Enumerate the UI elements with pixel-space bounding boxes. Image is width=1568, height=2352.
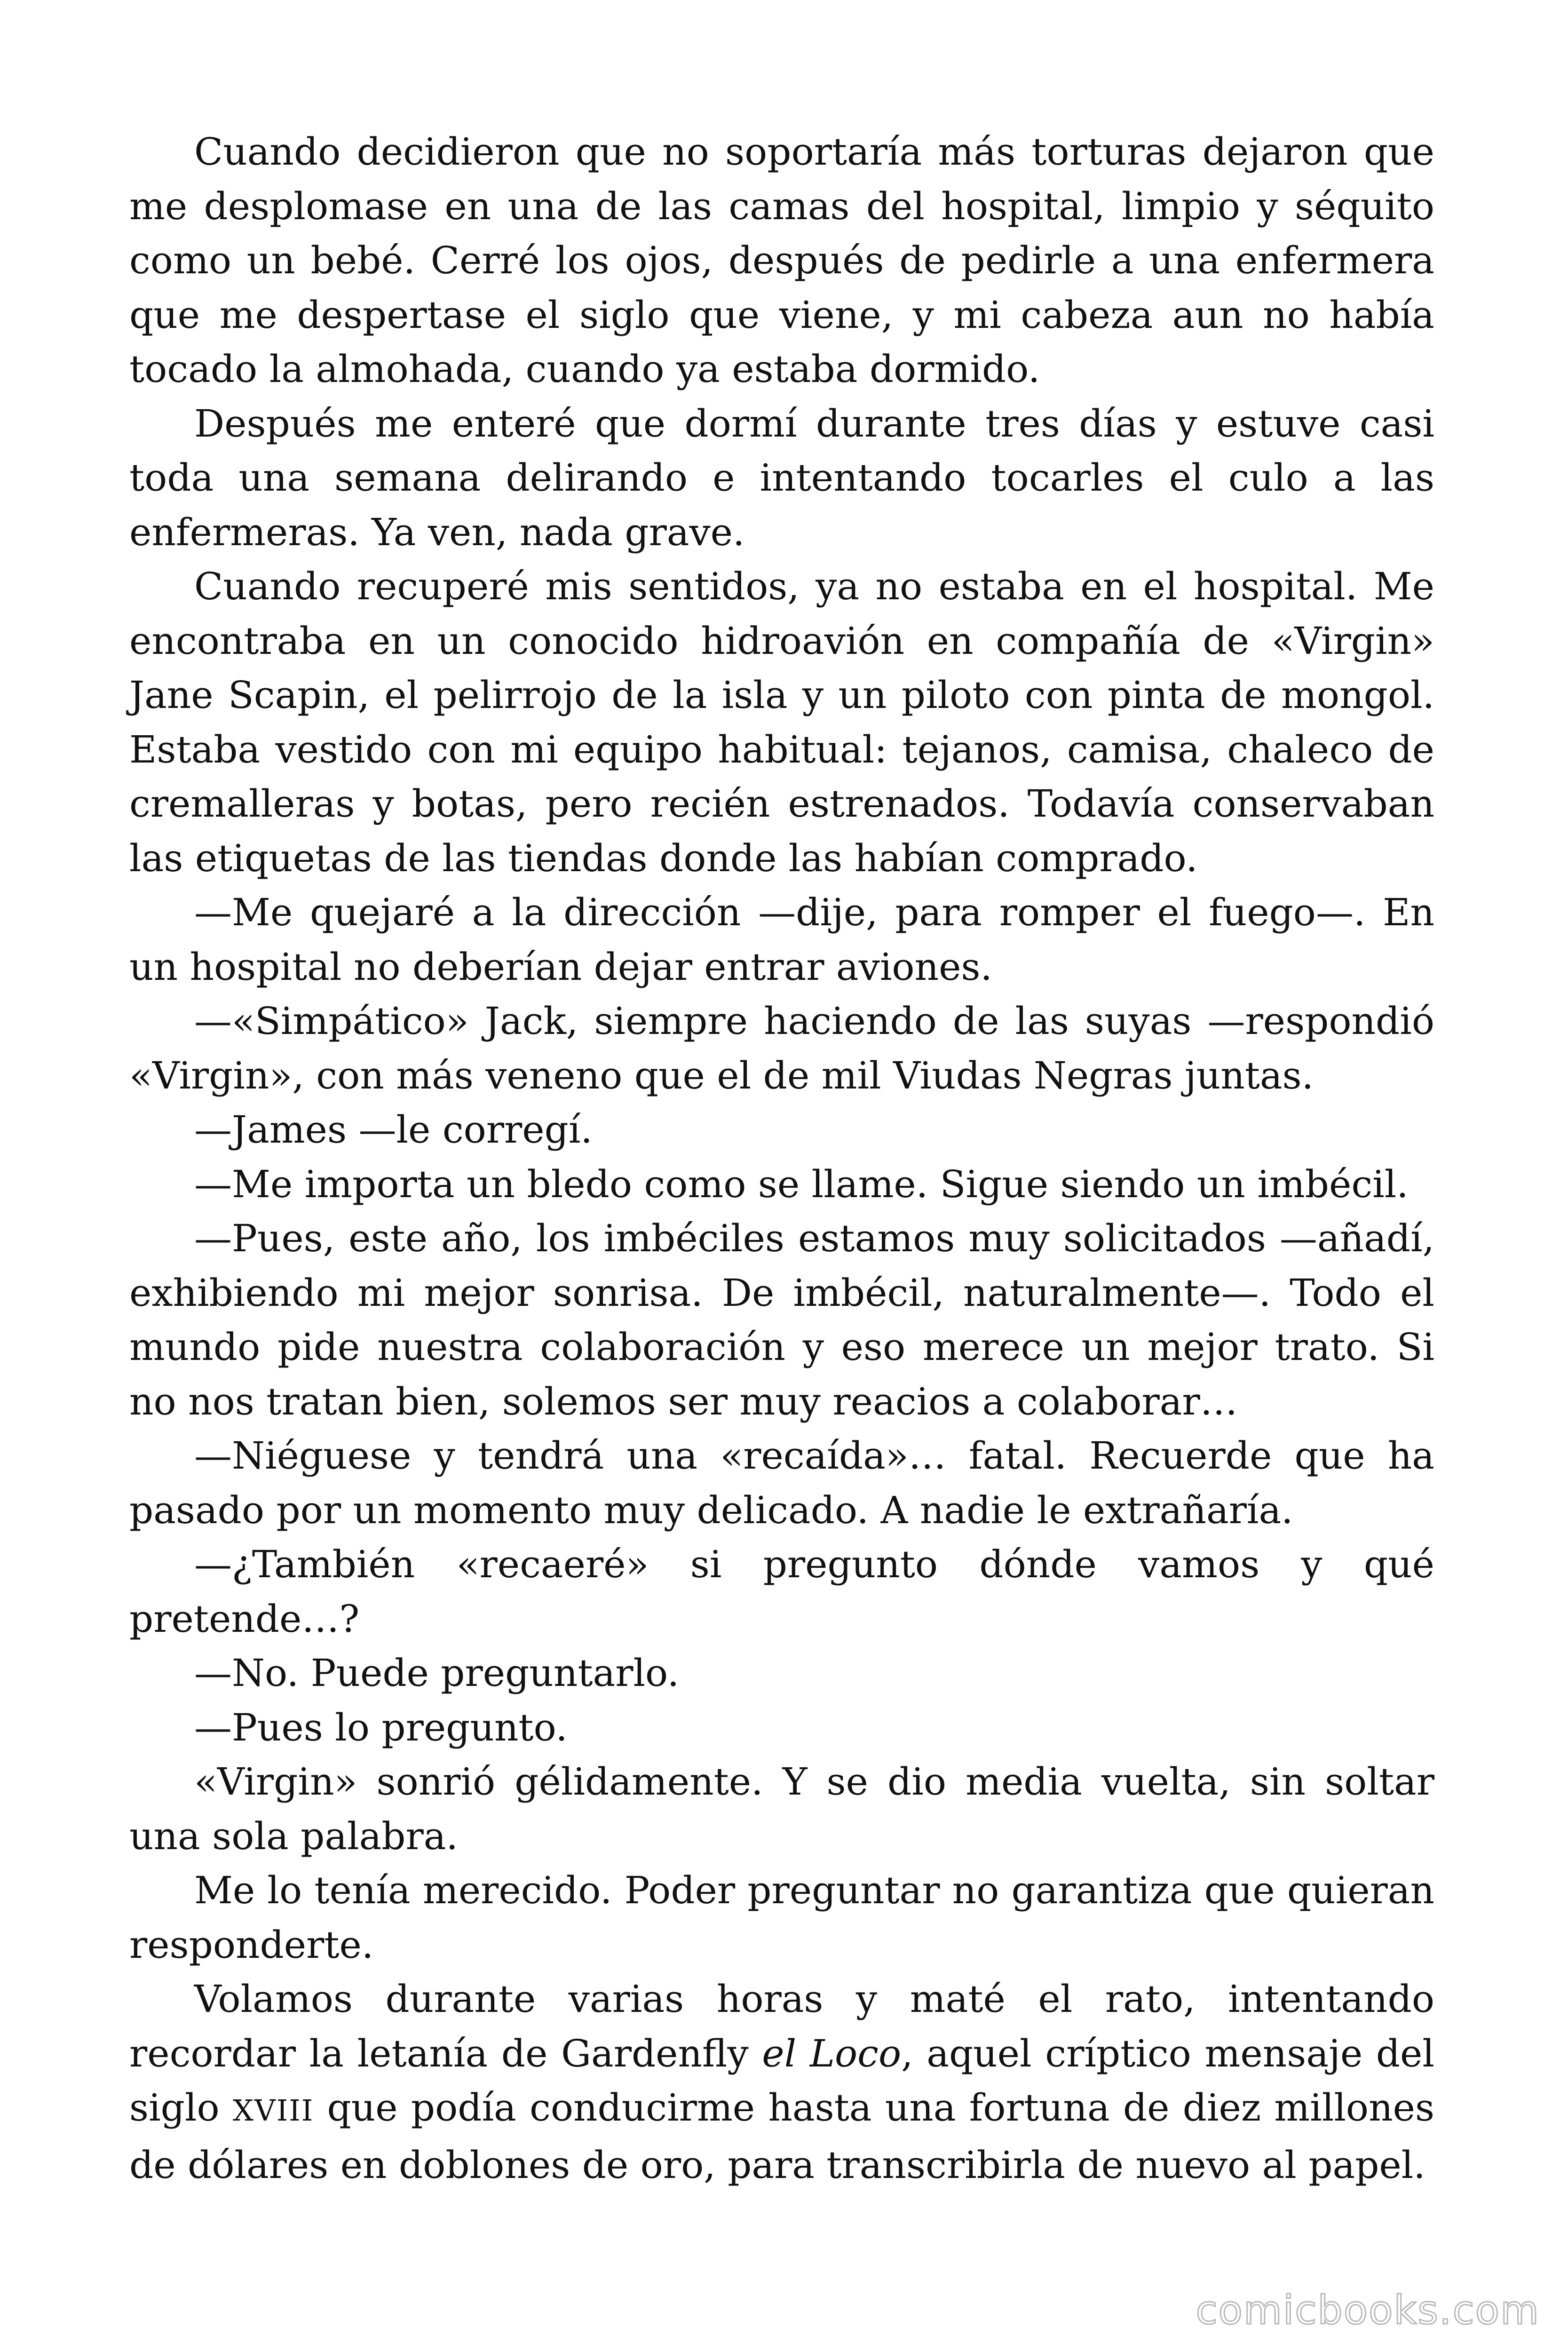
text-span: que podía conducirme hasta una fortuna de diez millones de dólares en doblones de oro, para transcribirla de nuevo al papel. — [129, 2086, 1435, 2187]
text-span: Volamos durante varias horas y maté el rato, intentando recordar la letanía de Gardenfly — [129, 1977, 1434, 2075]
paragraph: —No. Puede preguntarlo. — [194, 1651, 680, 1695]
paragraph: Me lo tenía merecido. Poder preguntar no garantiza que quieran responderte. — [129, 1868, 1434, 1967]
paragraph: Cuando recuperé mis sentidos, ya no estaba en el hospital. Me encontraba en un conocido hidroavión en compañía de «Virgin» Jane Scapin, el pelirrojo de la isla y un piloto con pinta de mongol. Estaba vestido con mi equipo habitual: tejanos, camisa, chaleco de cremalleras y botas, pero recién estrenados. Todavía conservaban las etiquetas de las tiendas donde las habían comprado. — [129, 564, 1434, 880]
watermark: comicbooks.com — [1196, 2287, 1540, 2333]
paragraph: —Pues lo pregunto. — [194, 1705, 568, 1749]
paragraph: —¿También «recaeré» si pregunto dónde vamos y qué pretende…? — [129, 1542, 1434, 1641]
paragraph: —Me quejaré a la dirección —dije, para romper el fuego—. En un hospital no deberían dejar entrar aviones. — [129, 890, 1434, 989]
text-body — [129, 125, 1434, 2192]
paragraph: Después me enteré que dormí durante tres días y estuve casi toda una semana delirando e intentando tocarles el culo a las enfermeras. Ya ven, nada grave. — [129, 401, 1434, 554]
paragraph: Cuando decidieron que no soportaría más torturas dejaron que me desplomase en una de las camas del hospital, limpio y séquito como un bebé. Cerré los ojos, después de pedirle a una enfermera que me despertase el siglo que viene, y mi cabeza aun no había tocado la almohada, cuando ya estaba dormido. — [129, 130, 1434, 391]
century-numeral: XVIII — [232, 2093, 314, 2128]
paragraph: —Pues, este año, los imbéciles estamos muy solicitados —añadí, exhibiendo mi mejor sonrisa. De imbécil, naturalmente—. Todo el mundo pide nuestra colaboración y eso merece un mejor trato. Si no nos tratan bien, solemos ser muy reacios a colaborar… — [129, 1216, 1434, 1423]
paragraph: «Virgin» sonrió gélidamente. Y se dio media vuelta, sin soltar una sola palabra. — [129, 1760, 1434, 1858]
paragraph: —Niéguese y tendrá una «recaída»… fatal. Recuerde que ha pasado por un momento muy delicado. A nadie le extrañaría. — [129, 1434, 1434, 1532]
text-span: , aquel críptico mensaje del siglo — [129, 2031, 1434, 2130]
paragraph: —«Simpático» Jack, siempre haciendo de las suyas —respondió «Virgin», con más veneno que el de mil Viudas Negras juntas. — [129, 999, 1434, 1097]
italic-name: el Loco — [762, 2031, 902, 2075]
paragraph: —Me importa un bledo como se llame. Sigue siendo un imbécil. — [194, 1162, 1409, 1206]
paragraph: —James —le corregí. — [194, 1108, 593, 1152]
paragraph-last — [129, 1972, 1434, 2192]
